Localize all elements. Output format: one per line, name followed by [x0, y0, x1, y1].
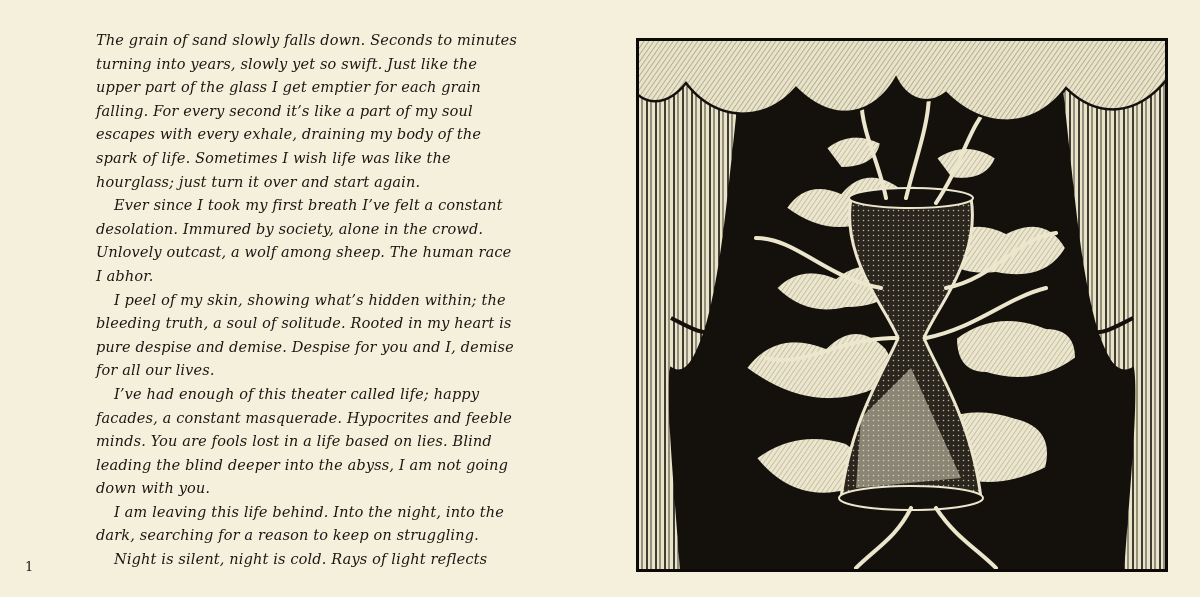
lyrics-paragraph: Ever since I took my first breath I’ve felt a constant desolation. Immured by society, alone in the crowd. Unlovely outcast, a wolf among sheep. The human race I abhor. [96, 198, 512, 285]
hourglass-illustration [636, 38, 1168, 572]
lyrics-paragraph: The grain of sand slowly falls down. Seconds to minutes turning into years, slowly yet so swift. Just like the upper part of the glass I get emptier for each grain falling. For every second it’s like a part of my soul escapes with every exhale, draining my body of the spark of life. Sometimes I wish life was like the hourglass; just turn it over and start again. [96, 33, 518, 191]
lyrics-paragraph: Night is silent, night is cold. Rays of light reflects [114, 552, 488, 569]
page-number: 1 [25, 560, 34, 575]
lyrics-paragraph: I peel of my skin, showing what’s hidden within; the bleeding truth, a soul of solitude. Rooted in my heart is pure despise and demise. Despise for you and I, demise for all our lives. [96, 292, 514, 380]
lyrics-paragraph: I am leaving this life behind. Into the night, into the dark, searching for a reason to keep on struggling. [96, 504, 504, 545]
lyrics-paragraph: I’ve had enough of this theater called life; happy facades, a constant masquerade. Hypocrites and feeble minds. You are fools lost in a life based on lies. Blind leading the blind deeper into the abyss, I am not going down with you. [96, 386, 512, 498]
hourglass-artwork [636, 38, 1168, 572]
lyrics-text-column [96, 30, 521, 570]
